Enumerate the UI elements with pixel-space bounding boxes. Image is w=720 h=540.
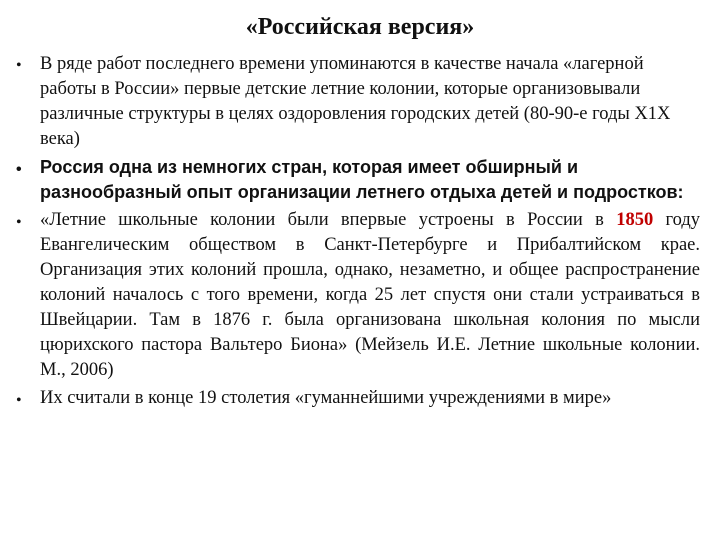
item-text: Их считали в конце 19 столетия «гуманнейшими учреждениями в мире»: [40, 388, 612, 408]
list-item-humane: [10, 386, 700, 411]
bullet-icon: •: [16, 214, 22, 231]
item-text: Россия одна из немногих стран, которая имеет обширный и разнообразный опыт организации летнего отдыха детей и подростков:: [40, 157, 684, 202]
bullet-list: [10, 52, 700, 411]
list-item-quote: [10, 208, 700, 383]
bullet-icon: •: [16, 57, 22, 74]
bullet-icon: •: [16, 161, 22, 178]
list-item-colonies: [10, 52, 700, 152]
item-text-before: «Летние школьные колонии были впервые устроены в России в: [40, 210, 617, 230]
item-text: В ряде работ последнего времени упоминаются в качестве начала «лагерной работы в России» первые детские летние колонии, которые организовывали различные структуры в целях оздоровления городских детей (80-90-е годы Х1Х века): [40, 54, 671, 149]
bullet-icon: •: [16, 392, 22, 409]
item-text-after: году Евангелическим обществом в Санкт-Петербурге и Прибалтийском крае. Организация этих колоний прошла, однако, незаметно, и общее распространение колоний началось с того времени, когда 25 лет спустя они стали устраиваться в Швейцарии. Там в 1876 г. была организована школьная колония по мысли цюрихского пастора Вальтеро Биона» (Мейзель И.Е. Летние школьные колонии. М., 2006): [40, 210, 700, 380]
slide-title: «Российская версия»: [245, 14, 475, 40]
list-item-russia-experience: [10, 155, 700, 205]
highlight-year: 1850: [616, 210, 654, 230]
